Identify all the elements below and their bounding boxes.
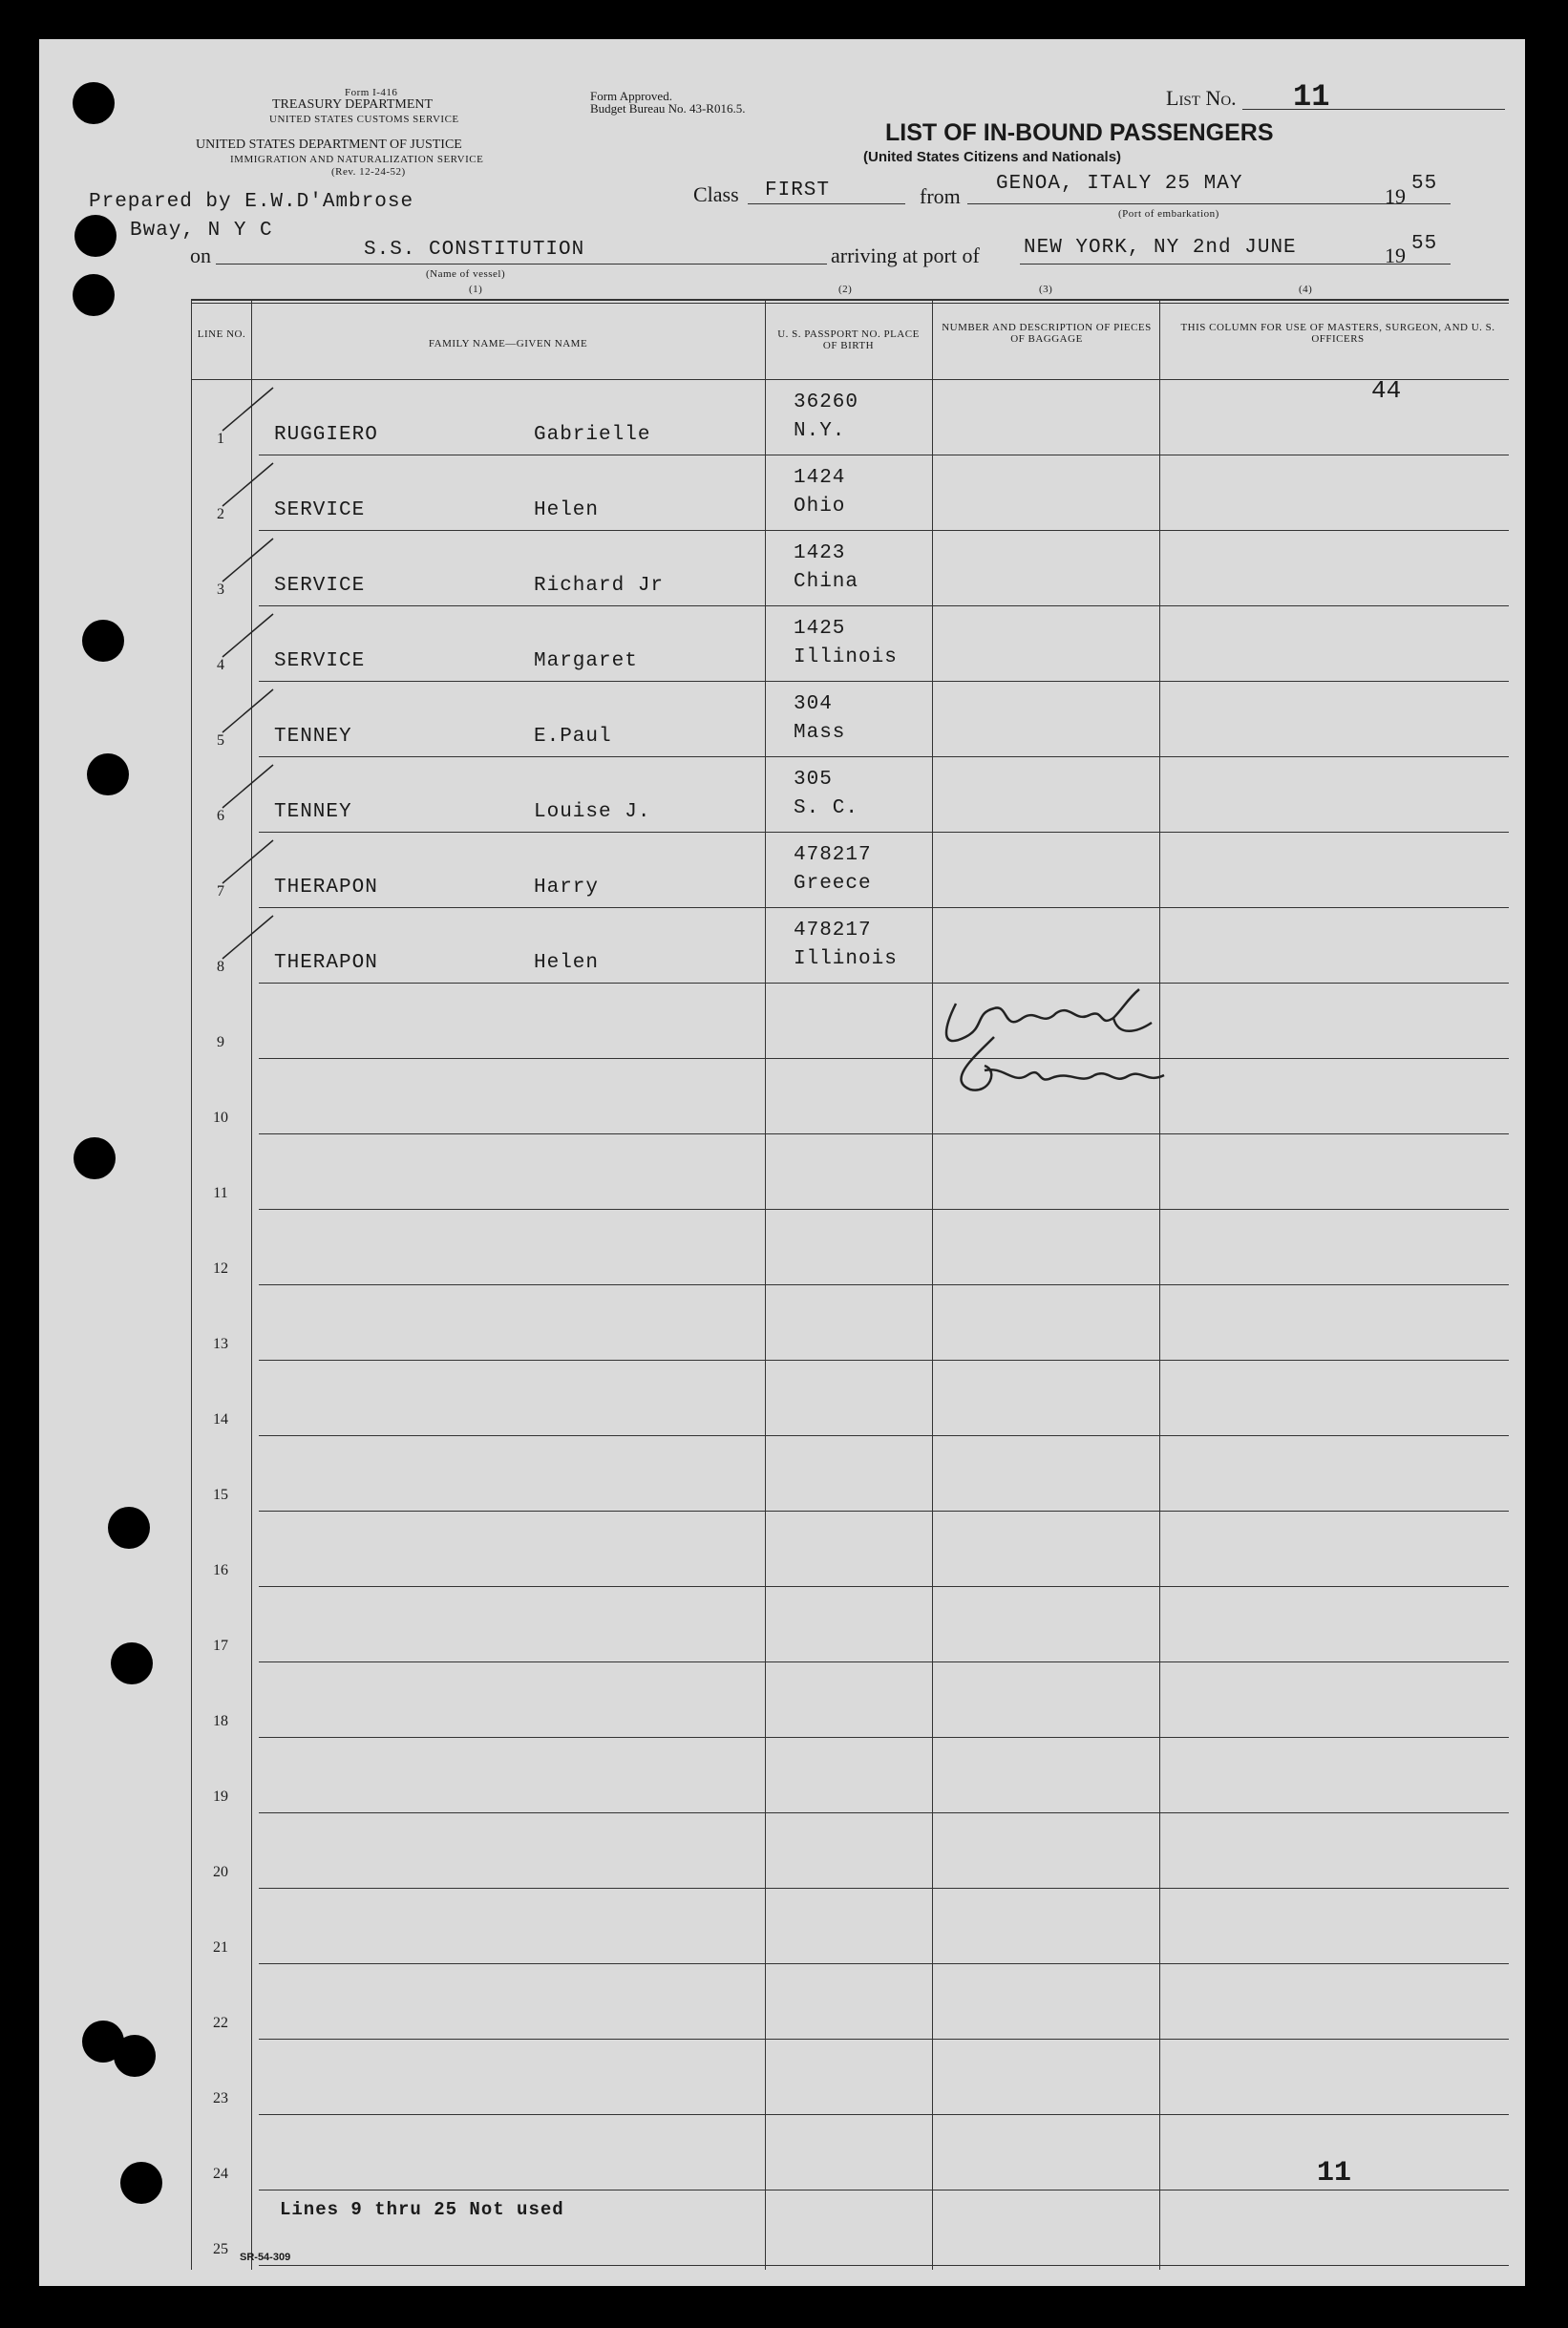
header-line-no: LINE NO. xyxy=(197,328,246,340)
form-page xyxy=(39,39,1525,2286)
form-number: Form I-416 xyxy=(345,87,398,98)
given-name: Gabrielle xyxy=(534,424,651,446)
class-value: FIRST xyxy=(765,180,831,201)
passport-no: 478217 xyxy=(794,844,872,866)
bottom-count: 11 xyxy=(1317,2157,1352,2190)
table-row xyxy=(259,1661,1509,1662)
line-number: 21 xyxy=(213,1939,228,1956)
family-name: SERVICE xyxy=(274,575,366,597)
given-name: Harry xyxy=(534,877,600,899)
year-prefix-arrival: 19 xyxy=(1385,243,1406,267)
table-row xyxy=(259,1586,1509,1587)
family-name: TENNEY xyxy=(274,801,352,823)
given-name: Richard Jr xyxy=(534,575,665,597)
passport-no: 1425 xyxy=(794,618,846,640)
punch-hole xyxy=(114,2035,156,2077)
given-name: E.Paul xyxy=(534,726,612,748)
line-number: 5 xyxy=(217,732,224,749)
from-value: GENOA, ITALY 25 MAY xyxy=(996,173,1243,195)
officer-mark: 44 xyxy=(1371,376,1402,405)
table-row xyxy=(259,1435,1509,1436)
line-number: 11 xyxy=(213,1185,228,1201)
table-row xyxy=(259,530,1509,531)
page-subtitle: (United States Citizens and Nationals) xyxy=(863,149,1122,165)
punch-hole xyxy=(74,215,117,257)
header-name: FAMILY NAME—GIVEN NAME xyxy=(428,338,588,349)
place-of-birth: Illinois xyxy=(794,646,898,668)
treasury-dept: TREASURY DEPARTMENT xyxy=(272,97,434,112)
place-of-birth: N.Y. xyxy=(794,420,846,442)
table-row xyxy=(259,2265,1509,2266)
given-name: Helen xyxy=(534,952,600,974)
family-name: SERVICE xyxy=(274,650,366,672)
header-baggage: NUMBER AND DESCRIPTION OF PIECES OF BAGGAGE xyxy=(942,322,1152,345)
year-prefix-from: 19 xyxy=(1385,184,1406,208)
place-of-birth: Greece xyxy=(794,873,872,895)
table-row xyxy=(259,2114,1509,2115)
check-mark xyxy=(221,534,278,591)
form-approved: Form Approved. xyxy=(590,89,672,103)
place-of-birth: S. C. xyxy=(794,797,859,819)
year-from: 55 xyxy=(1411,173,1438,195)
check-mark xyxy=(221,760,278,817)
table-row xyxy=(259,681,1509,682)
from-label: from xyxy=(920,184,961,208)
revision: (Rev. 12-24-52) xyxy=(331,166,406,178)
table-row xyxy=(259,832,1509,833)
arrival-port: NEW YORK, NY 2nd JUNE xyxy=(1024,237,1297,259)
family-name: RUGGIERO xyxy=(274,424,378,446)
budget-bureau: Budget Bureau No. 43-R016.5. xyxy=(590,101,746,116)
prepared-by: Prepared by E.W.D'Ambrose xyxy=(89,191,414,213)
punch-hole xyxy=(73,274,115,316)
year-arrival: 55 xyxy=(1411,233,1438,255)
check-mark xyxy=(221,836,278,893)
line-number: 24 xyxy=(213,2166,228,2182)
check-mark xyxy=(221,458,278,516)
line-number: 12 xyxy=(213,1260,228,1277)
vessel-name: S.S. CONSTITUTION xyxy=(364,239,585,261)
place-of-birth: Illinois xyxy=(794,948,898,970)
family-name: THERAPON xyxy=(274,877,378,899)
family-name: SERVICE xyxy=(274,499,366,521)
punch-hole xyxy=(111,1642,153,1684)
list-no-label: List No. xyxy=(1166,86,1237,110)
table-row xyxy=(259,1133,1509,1134)
line-number: 7 xyxy=(217,883,224,899)
page-title: LIST OF IN-BOUND PASSENGERS xyxy=(885,119,1274,146)
line-number: 19 xyxy=(213,1788,228,1805)
class-label: Class xyxy=(693,182,739,206)
passport-no: 304 xyxy=(794,693,833,715)
given-name: Helen xyxy=(534,499,600,521)
officer-signature xyxy=(918,984,1281,1175)
punch-hole xyxy=(108,1507,150,1549)
line-number: 2 xyxy=(217,506,224,522)
family-name: THERAPON xyxy=(274,952,378,974)
arriving-label: arriving at port of xyxy=(831,243,980,267)
line-number: 18 xyxy=(213,1713,228,1729)
lines-not-used-note: Lines 9 thru 25 Not used xyxy=(280,2199,564,2220)
line-number: 1 xyxy=(217,431,224,447)
table-row xyxy=(259,1812,1509,1813)
header-officers: THIS COLUMN FOR USE OF MASTERS, SURGEON, AND U. S. OFFICERS xyxy=(1180,322,1495,345)
line-number: 6 xyxy=(217,808,224,824)
line-number: 17 xyxy=(213,1638,228,1654)
table-row xyxy=(259,1963,1509,1964)
line-number: 10 xyxy=(213,1110,228,1126)
passport-no: 1423 xyxy=(794,542,846,564)
port-embarkation-caption: (Port of embarkation) xyxy=(1118,208,1219,220)
list-no: 11 xyxy=(1293,79,1330,115)
check-mark xyxy=(221,609,278,667)
passport-no: 36260 xyxy=(794,392,859,413)
table-row xyxy=(259,756,1509,757)
line-number: 20 xyxy=(213,1864,228,1880)
line-number: 23 xyxy=(213,2090,228,2106)
given-name: Margaret xyxy=(534,650,638,672)
punch-hole xyxy=(73,82,115,124)
place-of-birth: Mass xyxy=(794,722,846,744)
table-row xyxy=(259,605,1509,606)
passport-no: 478217 xyxy=(794,920,872,942)
punch-hole xyxy=(74,1137,116,1179)
punch-hole xyxy=(87,753,129,795)
table-row xyxy=(259,2039,1509,2040)
table-row xyxy=(259,1511,1509,1512)
punch-hole xyxy=(82,620,124,662)
punch-hole xyxy=(120,2162,162,2204)
on-label: on xyxy=(190,243,211,267)
col-num-1: (1) xyxy=(469,284,483,295)
table-row xyxy=(259,1284,1509,1285)
line-number: 8 xyxy=(217,959,224,975)
family-name: TENNEY xyxy=(274,726,352,748)
line-number: 13 xyxy=(213,1336,228,1352)
line-number: 14 xyxy=(213,1411,228,1428)
table-row xyxy=(259,1360,1509,1361)
header-passport: U. S. PASSPORT NO. PLACE OF BIRTH xyxy=(777,328,920,351)
line-number: 16 xyxy=(213,1562,228,1578)
line-number: 4 xyxy=(217,657,224,673)
table-row xyxy=(259,1058,1509,1059)
given-name: Louise J. xyxy=(534,801,651,823)
table-row xyxy=(259,1209,1509,1210)
table-row xyxy=(259,907,1509,908)
check-mark xyxy=(221,911,278,968)
line-number: 25 xyxy=(213,2241,228,2257)
col-num-3: (3) xyxy=(1039,284,1053,295)
check-mark xyxy=(221,383,278,440)
ins-service: IMMIGRATION AND NATURALIZATION SERVICE xyxy=(230,154,484,165)
vessel-caption: (Name of vessel) xyxy=(426,268,506,280)
form-code: SR-54-309 xyxy=(240,2252,291,2263)
passport-no: 1424 xyxy=(794,467,846,489)
justice-dept: UNITED STATES DEPARTMENT OF JUSTICE xyxy=(196,138,462,152)
check-mark xyxy=(221,685,278,742)
line-number: 9 xyxy=(217,1034,224,1050)
prepared-address: Bway, N Y C xyxy=(130,220,273,242)
col-num-2: (2) xyxy=(838,284,853,295)
place-of-birth: Ohio xyxy=(794,496,846,518)
line-number: 15 xyxy=(213,1487,228,1503)
table-row xyxy=(259,1888,1509,1889)
passport-no: 305 xyxy=(794,769,833,791)
line-number: 3 xyxy=(217,582,224,598)
place-of-birth: China xyxy=(794,571,859,593)
table-row xyxy=(259,1737,1509,1738)
table-row xyxy=(259,983,1509,984)
line-number: 22 xyxy=(213,2015,228,2031)
customs-service: UNITED STATES CUSTOMS SERVICE xyxy=(269,114,459,125)
col-num-4: (4) xyxy=(1299,284,1313,295)
